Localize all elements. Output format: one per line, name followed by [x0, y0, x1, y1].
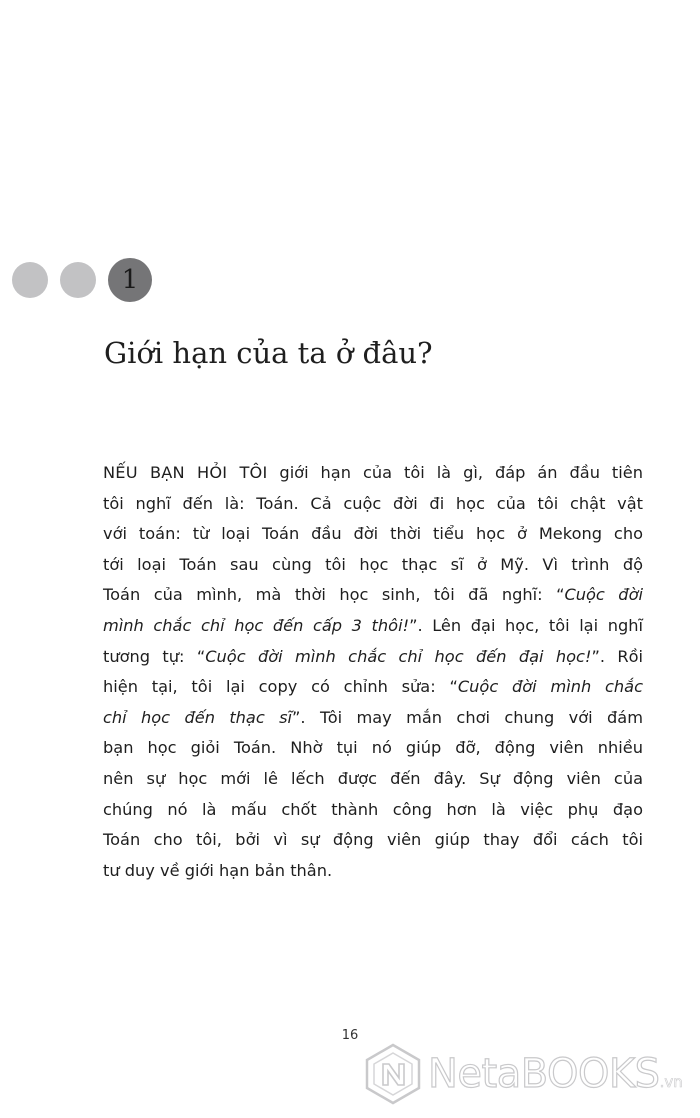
text-segment: ”. Lên đại học, tôi lại nghĩ: [409, 615, 643, 635]
italic-quote: Cuộc đời: [564, 585, 643, 605]
text-line: [103, 795, 643, 826]
text-segment: tới loại Toán sau cùng tôi học thạc sĩ ở Mỹ. Vì trình độ: [103, 554, 643, 574]
text-segment: bạn học giỏi Toán. Nhờ tụi nó giúp đỡ, động viên nhiều: [103, 738, 643, 758]
text-segment: Toán cho tôi, bởi vì sự động viên giúp thay đổi cách tôi: [103, 830, 643, 850]
text-segment: Toán của mình, mà thời học sinh, tôi đã nghĩ: “: [103, 585, 565, 605]
text-segment: giới hạn của tôi là gì, đáp án đầu tiên: [267, 463, 643, 482]
italic-quote: Cuộc đời mình chắc chỉ học đến đại học!: [205, 646, 592, 666]
italic-quote: mình chắc chỉ học đến cấp 3 thôi!: [103, 615, 410, 635]
text-line: [103, 580, 643, 611]
chapter-title: Giới hạn của ta ở đâu?: [104, 336, 433, 370]
text-line: [103, 672, 643, 703]
text-segment: ”. Rồi: [591, 646, 643, 666]
text-line: [103, 764, 643, 795]
text-segment: tư duy về giới hạn bản thân.: [103, 860, 333, 880]
text-segment: chúng nó là mấu chốt thành công hơn là việc phụ đạo: [103, 799, 643, 819]
chapter-marker: [12, 258, 172, 302]
watermark-brand: NetaBOOKS: [428, 1051, 660, 1097]
text-segment: tương tự: “: [103, 646, 206, 666]
text-line: [103, 550, 643, 581]
watermark-suffix: .vn: [659, 1073, 683, 1091]
text-line: [103, 703, 643, 734]
watermark-text: [428, 1048, 683, 1108]
netabooks-watermark: [362, 1042, 698, 1106]
text-line: [103, 825, 643, 856]
chapter-number: 1: [108, 258, 152, 302]
text-line: [103, 611, 643, 642]
italic-quote: chỉ học đến thạc sĩ: [103, 707, 293, 727]
text-segment: với toán: từ loại Toán đầu đời thời tiểu học ở Mekong cho: [103, 524, 643, 544]
text-segment: NẾU BẠN HỎI TÔI: [103, 463, 268, 482]
body-paragraph: [103, 458, 643, 886]
text-line: [103, 458, 643, 489]
chapter-dot-1: [12, 262, 48, 298]
page-number: 16: [341, 1028, 359, 1043]
text-line: [103, 489, 643, 520]
text-segment: tôi nghĩ đến là: Toán. Cả cuộc đời đi học của tôi chật vật: [103, 493, 643, 513]
text-line: [103, 856, 643, 887]
text-line: [103, 642, 643, 673]
text-line: [103, 519, 643, 550]
text-segment: ”. Tôi may mắn chơi chung với đám: [292, 707, 643, 727]
text-segment: nên sự học mới lê lếch được đến đây. Sự động viên của: [103, 768, 643, 788]
n-hexagon-logo-icon: [362, 1042, 424, 1106]
text-segment: hiện tại, tôi lại copy có chỉnh sửa: “: [103, 677, 458, 697]
text-line: [103, 733, 643, 764]
italic-quote: Cuộc đời mình chắc: [457, 677, 643, 697]
chapter-dot-2: [60, 262, 96, 298]
